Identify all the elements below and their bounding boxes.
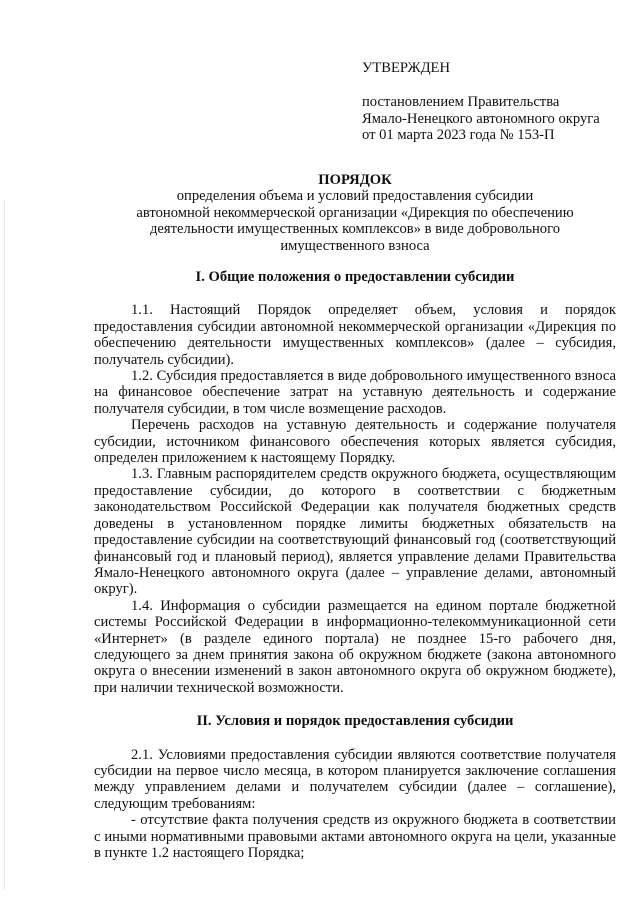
approval-line: от 01 марта 2023 года № 153-П	[362, 127, 555, 144]
paragraph-1-1: 1.1. Настоящий Порядок определяет объем, условия и порядок предоставления субсидии автономной некоммерческой организации «Дирекция по обеспечению деятельности имущественных комплексов» (далее – субсидия, получатель субсидии).	[94, 302, 616, 368]
document-title: ПОРЯДОК	[318, 172, 392, 188]
paragraph-1-3: 1.3. Главным распорядителем средств окружного бюджета, осуществляющим предоставление субсидии, до которого в соответствии с бюджетным законодательством Российской Федерации как получателя бюджетных средств доведены в установленном порядке лимиты бюджетных обязательств на предоставление субсидии на соответствующий финансовый год (соответствующий финансовый год и плановый период), является управление делами Правительства Ямало-Ненецкого автономного округа (далее – управление делами, автономный округ).	[94, 466, 616, 598]
document-title-block	[94, 172, 616, 254]
paragraph-1-2: 1.2. Субсидия предоставляется в виде добровольного имущественного взноса на финансовое обеспечение затрат на уставную деятельность и содержание получателя субсидии, в том числе возмещение расходов.	[94, 368, 616, 417]
paragraph-1-4: 1.4. Информация о субсидии размещается на едином портале бюджетной системы Российской Федерации в информационно-телекоммуникационной сети «Интернет» (в разделе единого портала) не позднее 15-го рабочего дня, следующего за днем принятия закона об окружном бюджете (закона автономного округа о внесении изменений в закон автономного округа об окружном бюджете), при наличии технической возможности.	[94, 597, 616, 696]
approval-line: Ямало-Ненецкого автономного округа	[362, 110, 600, 127]
document-subtitle-line: деятельности имущественных комплексов» в виде добровольного	[149, 221, 561, 238]
approval-line: постановлением Правительства	[362, 94, 560, 111]
document-subtitle-line: определения объема и условий предоставления субсидии	[176, 188, 534, 205]
paragraph-2-1-item: - отсутствие факта получения средств из окружного бюджета в соответствии с иными нормативными правовыми актами автономного округа на цели, указанные в пункте 1.2 настоящего Порядка;	[94, 812, 616, 861]
approval-block	[362, 60, 632, 144]
document-body	[94, 269, 616, 861]
document-subtitle-line: имущественного взноса	[280, 237, 430, 254]
section-heading-2: II. Условия и порядок предоставления субсидии	[196, 713, 514, 730]
approval-heading: УТВЕРЖДЕН	[362, 60, 450, 76]
paragraph-2-1: 2.1. Условиями предоставления субсидии являются соответствие получателя субсидии на первое число месяца, в котором планируется заключение соглашения между управлением делами и получателем субсидии (далее – соглашение), следующим требованиям:	[94, 746, 616, 812]
scan-edge-line	[4, 200, 5, 890]
section-heading-1: I. Общие положения о предоставлении субсидии	[195, 269, 515, 285]
paragraph-1-2-list: Перечень расходов на уставную деятельность и содержание получателя субсидии, источником финансового обеспечения которых является субсидия, определен приложением к настоящему Порядку.	[94, 417, 616, 467]
document-subtitle-line: автономной некоммерческой организации «Дирекция по обеспечению	[136, 204, 574, 221]
